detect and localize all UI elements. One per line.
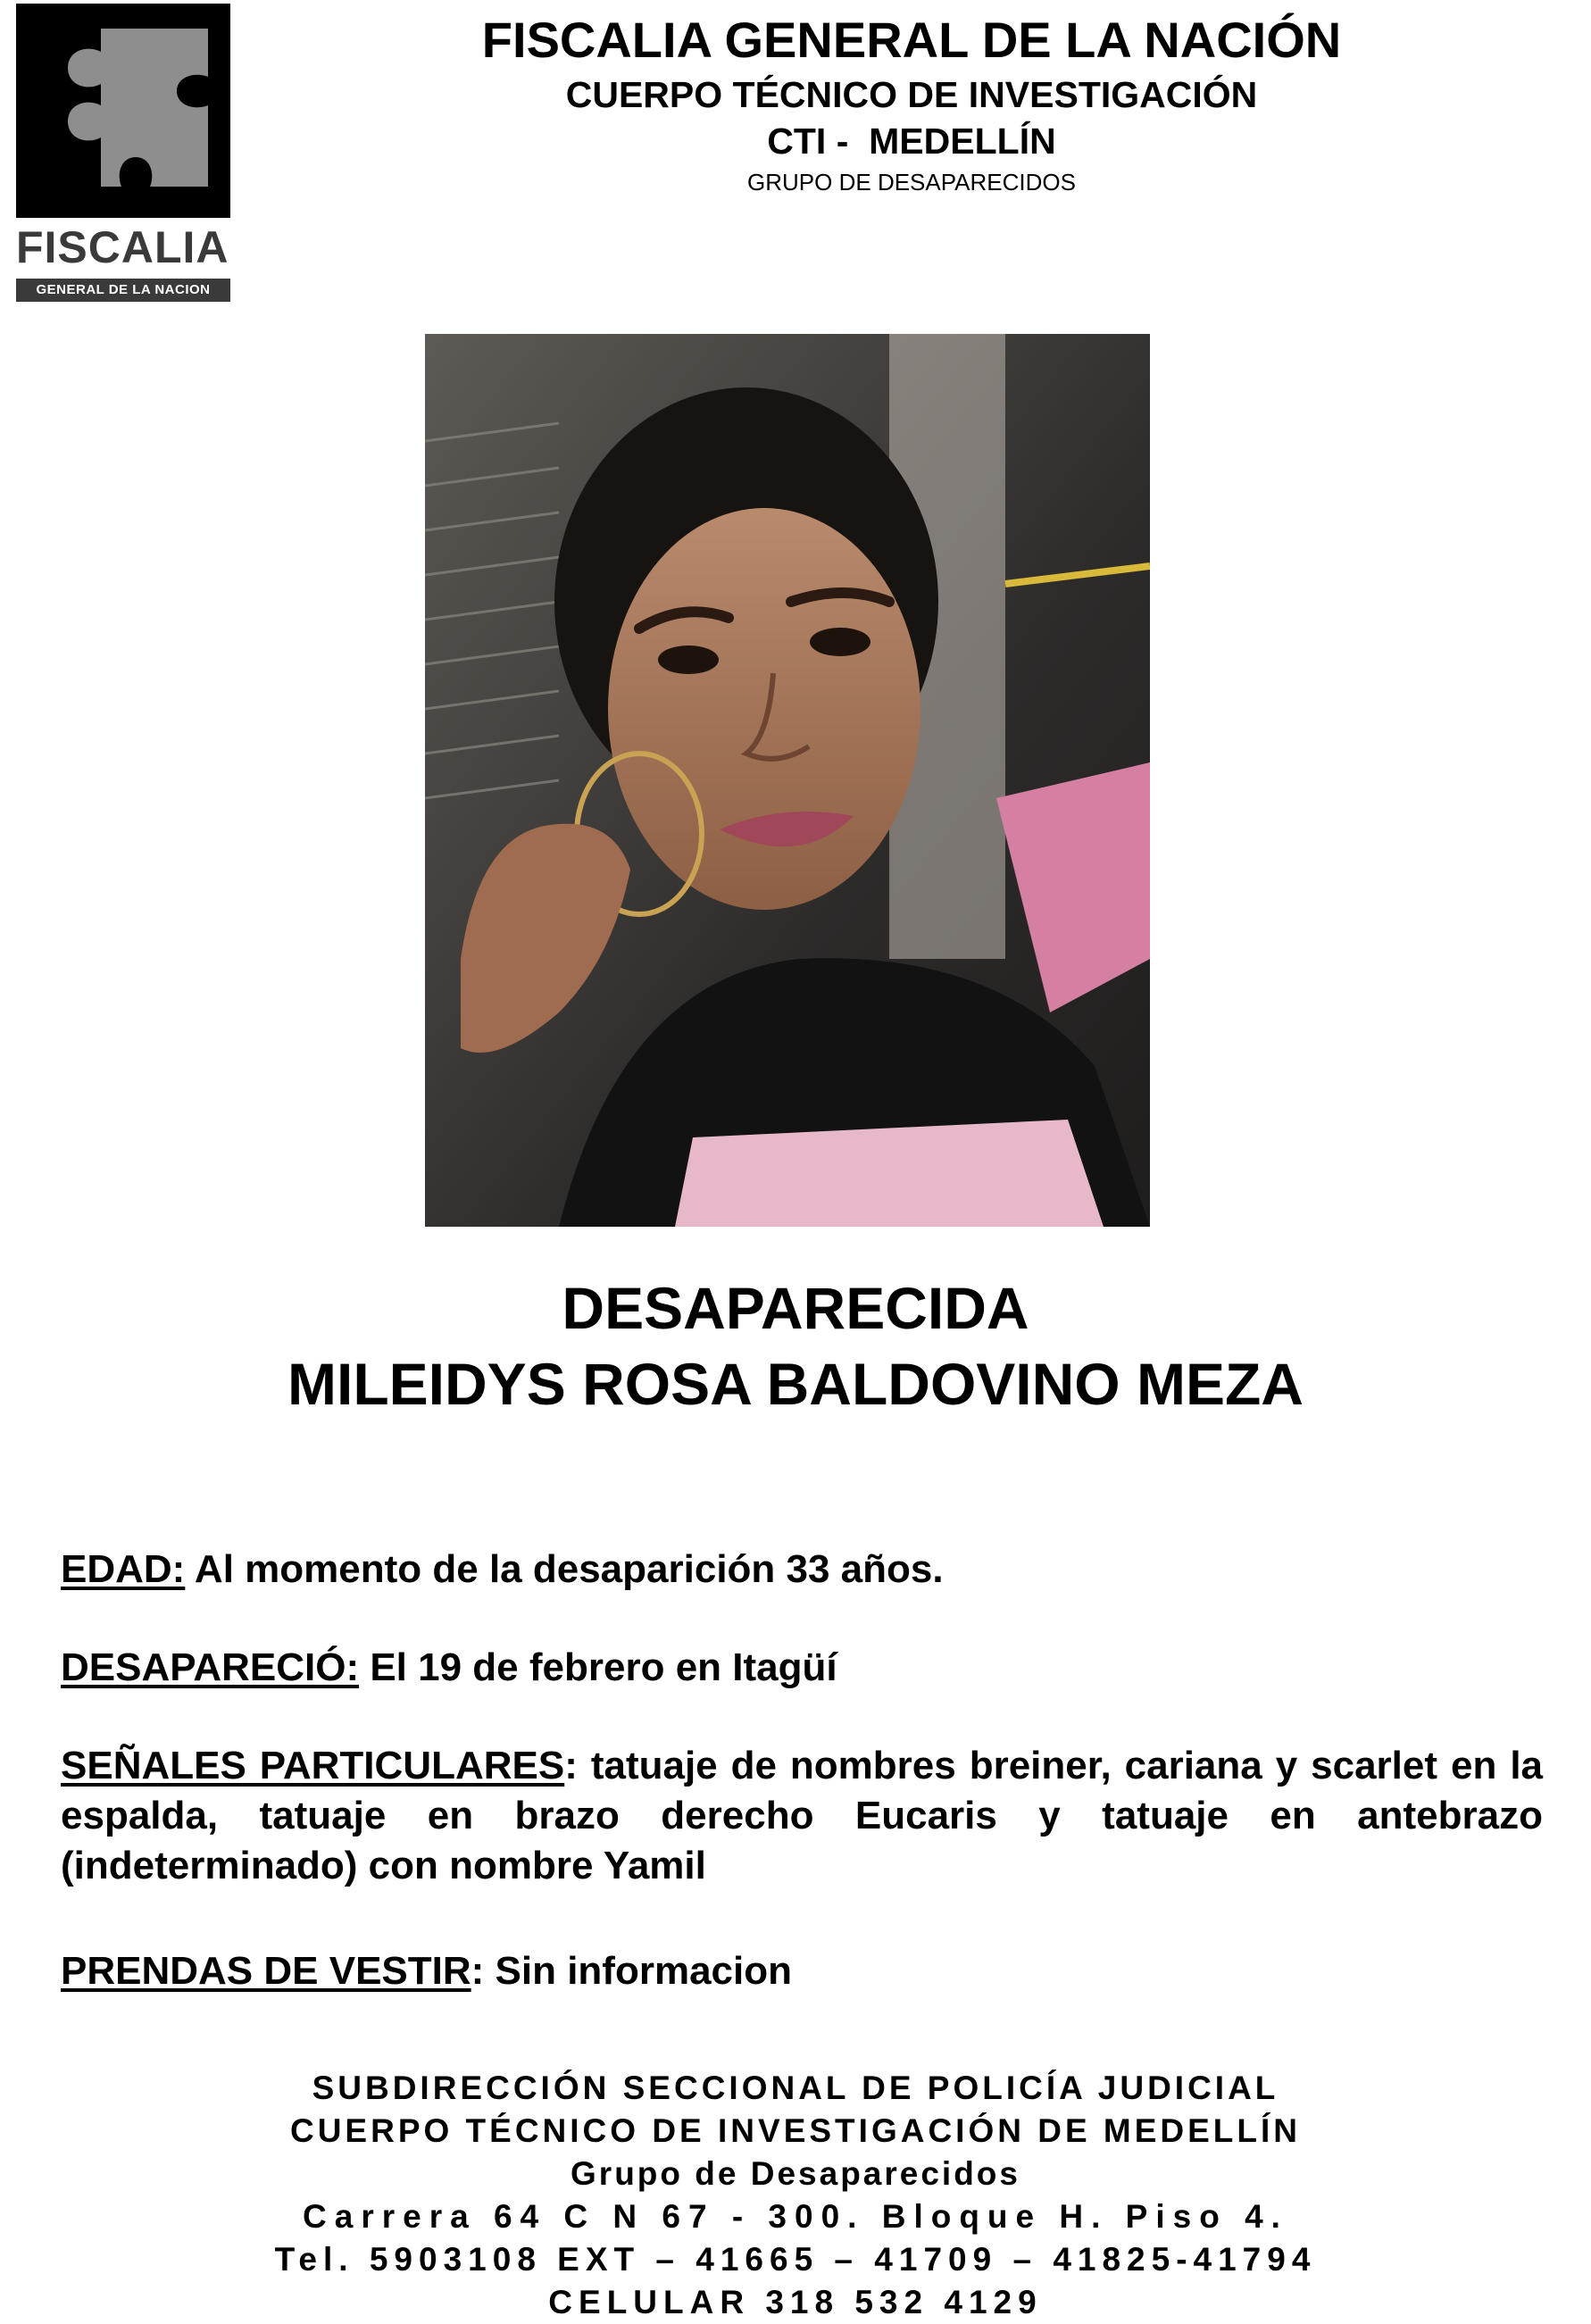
clothing-row: [61, 1946, 792, 1996]
age-label: EDAD:: [61, 1547, 186, 1591]
status-heading: DESAPARECIDA: [562, 1275, 1029, 1341]
fiscalia-logo: [16, 4, 232, 304]
logo-emblem: [16, 4, 230, 218]
footer-office: SUBDIRECCIÓN SECCIONAL DE POLICÍA JUDICIAL: [312, 2070, 1279, 2106]
footer-group: Grupo de Desaparecidos: [571, 2155, 1020, 2192]
footer-division: CUERPO TÉCNICO DE INVESTIGACIÓN DE MEDELLÍN: [289, 2112, 1301, 2149]
missing-person-photo: [425, 334, 1150, 1227]
disappeared-value: El 19 de febrero en Itagüí: [359, 1645, 837, 1689]
disappeared-row: [61, 1643, 837, 1693]
footer-phone: Tel. 5903108 EXT – 41665 – 41709 – 41825-41794: [274, 2241, 1317, 2278]
marks-row: [61, 1741, 1543, 1891]
age-row: [61, 1545, 944, 1595]
footer-mobile: CELULAR 318 532 4129: [548, 2284, 1043, 2320]
clothing-value: : Sin informacion: [471, 1949, 792, 1993]
logo-wordmark: FISCALIA: [16, 222, 229, 272]
portrait-illustration: [425, 334, 1150, 1227]
clothing-label: PRENDAS DE VESTIR: [61, 1949, 471, 1993]
person-name: MILEIDYS ROSA BALDOVINO MEZA: [287, 1351, 1304, 1417]
agency-city: CTI - MEDELLÍN: [767, 121, 1056, 162]
puzzle-piece-icon: [16, 4, 230, 218]
agency-title: FISCALIA GENERAL DE LA NACIÓN: [481, 12, 1342, 68]
poster-header: [232, 9, 1591, 200]
age-value: Al momento de la desaparición 33 años.: [185, 1547, 944, 1591]
agency-division: CUERPO TÉCNICO DE INVESTIGACIÓN: [565, 74, 1258, 115]
footer-address: Carrera 64 C N 67 - 300. Bloque H. Piso 4.: [303, 2198, 1288, 2235]
agency-group: GRUPO DE DESAPARECIDOS: [747, 169, 1076, 196]
logo-subtitle: GENERAL DE LA NACION: [16, 279, 230, 302]
disappeared-label: DESAPARECIÓ:: [61, 1645, 360, 1689]
marks-label: SEÑALES PARTICULARES: [61, 1744, 565, 1787]
marks-value: : tatuaje de nombres breiner, cariana y scarlet en la espalda, tatuaje en brazo derecho Eucaris y tatuaje en antebrazo (indeterminado) con nombre Yamil: [61, 1744, 1544, 1887]
